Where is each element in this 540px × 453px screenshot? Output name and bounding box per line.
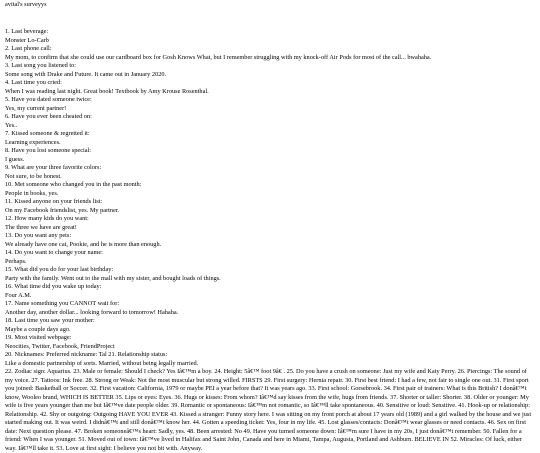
survey-answer: Neocities, Twitter, Facebook, FriendProject bbox=[5, 342, 115, 350]
survey-entry bbox=[5, 164, 535, 181]
spacer bbox=[5, 10, 535, 28]
survey-answer: Yes.. bbox=[5, 121, 18, 129]
survey-entry bbox=[5, 249, 535, 266]
survey-entry bbox=[5, 198, 535, 215]
survey-question: 3. Last song you listened to: bbox=[5, 62, 77, 69]
survey-entry bbox=[5, 147, 535, 164]
survey-entry bbox=[5, 62, 535, 79]
survey-question: 6. Have you ever been cheated on: bbox=[5, 113, 92, 120]
survey-entry bbox=[5, 79, 535, 96]
survey-entry bbox=[5, 45, 535, 62]
survey-question: 10. Met someone who changed you in the past month: bbox=[5, 181, 142, 188]
survey-entry bbox=[5, 215, 535, 232]
survey-answer: Four A.M. bbox=[5, 291, 32, 299]
survey-question: 5. Have you dated someone twice: bbox=[5, 96, 92, 103]
survey-question: 14. Do you want to change your name: bbox=[5, 249, 103, 256]
survey-question: 7. Kissed someone & regretted it: bbox=[5, 130, 90, 137]
survey-question: 12. How many kids do you want: bbox=[5, 215, 89, 222]
survey-answer: Maybe a couple days ago. bbox=[5, 325, 71, 333]
survey-question: 20. Nicknames: Preferred nickname: Tal 21. Relationship status: bbox=[5, 351, 168, 358]
survey-question: 11. Kissed anyone on your friends list: bbox=[5, 198, 103, 205]
survey-answer: Yes, my current partner! bbox=[5, 104, 67, 112]
survey-question: 19. Most visited webpage: bbox=[5, 334, 72, 341]
survey-entry bbox=[5, 96, 535, 113]
survey-entries bbox=[5, 28, 535, 368]
survey-entry bbox=[5, 113, 535, 130]
survey-answer: Perhaps. bbox=[5, 257, 27, 265]
survey-entry bbox=[5, 300, 535, 317]
survey-entry bbox=[5, 266, 535, 283]
survey-question: 2. Last phone call: bbox=[5, 45, 52, 52]
survey-answer: My mom, to confirm that she could use our cardboard box for Gosh Knows What, but I remember struggling with my knock-off Air Pods for most of the call... bwahaha. bbox=[5, 53, 432, 61]
survey-answer: When I was reading last night. Great book! Textbook by Amy Krouse Rosenthal. bbox=[5, 87, 209, 95]
survey-answer: Like a domestic partnership of sorts. Married, without being legally married. bbox=[5, 359, 199, 367]
survey-entry bbox=[5, 317, 535, 334]
survey-entry bbox=[5, 28, 535, 45]
survey-answer: Some song with Drake and Future. It came out in January 2020. bbox=[5, 70, 167, 78]
survey-answer: Not sure, to be honest. bbox=[5, 172, 62, 180]
survey-answer: Monster Lo-Carb bbox=[5, 36, 49, 44]
survey-entry bbox=[5, 334, 535, 351]
survey-entry bbox=[5, 351, 535, 368]
survey-long-paragraph: 22. Zodiac sign: Aquarius. 23. Male or female: Should I check? Yes Iâ€™m a boy. 24. Height: 5â€™ foot 9â€ . 25. Do you have a crush on someone: Just my wife and Katy Perry. 26. Piercings: The sound of my voice. 27. Tattoos: Ink free. 28. Strong or Weak: Not the most muscular but strong willed. FIRSTS 29. First surgery: Hernia repair. 30. First best friend: I had a few, not fair to single one out. 31. First sport you joined: Basketball or Soccer. 32. First vacation: California, 1979 or maybe PEI a year before that? It was years ago. 33. First school: Gorsebrook. 34. First pair of trainers: What is this British? I donâ€™t know, Wooleo brand, WHICH IS BETTER 35. Lips or eyes: Eyes. 36. Hugs or kisses: From whom? Iâ€™d say kisses from the wife, hugs from friends. 37. Shorter or taller: Shorter. 38. Older or younger: My wife is five years younger than me but Iâ€™ve date people older. 39. Romantic or spontaneous: Iâ€™m not romantic, so Iâ€™ll take spontaneous. 40. Sensitive or loud: Sensitive. 41. Hook-up or relationship: Relationship. 42. Shy or outgoing: Outgoing HAVE YOU EVER 43. Kissed a stranger: Funny story here. I was sitting on my front porch at about 17 years old (1989) and a girl walked by the house and we just started making out. It was weird. I didnâ€™t and still donâ€™t know her. 44. Gotten a speeding ticket: Yes, four in my life. 45. Lost glasses/contacts: Donâ€™t wear glasses or need contacts. 46. Sex on first date: Next question please. 47. Broken someoneâ€™s heart: Sadly, yes. 48. Been arrested: No 49. Have you turned someone down: Iâ€™m sure I have in my 20s, I just donâ€™t remember. 50. Fallen for a friend: When I was younger. 51. Moved out of town: Iâ€™ve lived in Halifax and Saint John, Canada and here in Miami, Tampa, Augusta, Portland and Ashburn. BELIEVE IN 52. Miracles: Of luck, either way. Iâ€™ll take it. 53. Love at first sight: I believe you not bit with. Anyway. bbox=[5, 368, 532, 452]
survey-question: 1. Last beverage: bbox=[5, 28, 49, 35]
survey-question: 17. Name something you CANNOT wait for: bbox=[5, 300, 120, 307]
survey-answer: I guess. bbox=[5, 155, 25, 163]
survey-answer: On my Facebook friendslist, yes. My partner. bbox=[5, 206, 120, 214]
survey-answer: Another day, another dollar... looking forward to tomorrow! Hahaha. bbox=[5, 308, 179, 316]
survey-question: 4. Last time you cried: bbox=[5, 79, 62, 86]
survey-entry bbox=[5, 232, 535, 249]
survey-question: 8. Have you lost someone special: bbox=[5, 147, 92, 154]
page-title: avital's surveyys bbox=[5, 1, 47, 8]
survey-question: 13. Do you want any pets: bbox=[5, 232, 72, 239]
survey-answer: People in books, yes. bbox=[5, 189, 59, 197]
survey-entry bbox=[5, 283, 535, 300]
survey-question: 9. What are your three favorite colors: bbox=[5, 164, 102, 171]
survey-question: 16. What time did you wake up today: bbox=[5, 283, 102, 290]
survey-answer: We already have one cat, Pookie, and he is more than enough. bbox=[5, 240, 162, 248]
survey-entry bbox=[5, 130, 535, 147]
survey-question: 15. What did you do for your last birthday: bbox=[5, 266, 114, 273]
survey-answer: Learning experiences. bbox=[5, 138, 61, 146]
survey-answer: The three we have are great! bbox=[5, 223, 77, 231]
survey-entry bbox=[5, 181, 535, 198]
survey-question: 18. Last time you saw your mother: bbox=[5, 317, 95, 324]
survey-answer: Party with the family. Went out to the mall with my sister, and bought loads of things. bbox=[5, 274, 221, 282]
